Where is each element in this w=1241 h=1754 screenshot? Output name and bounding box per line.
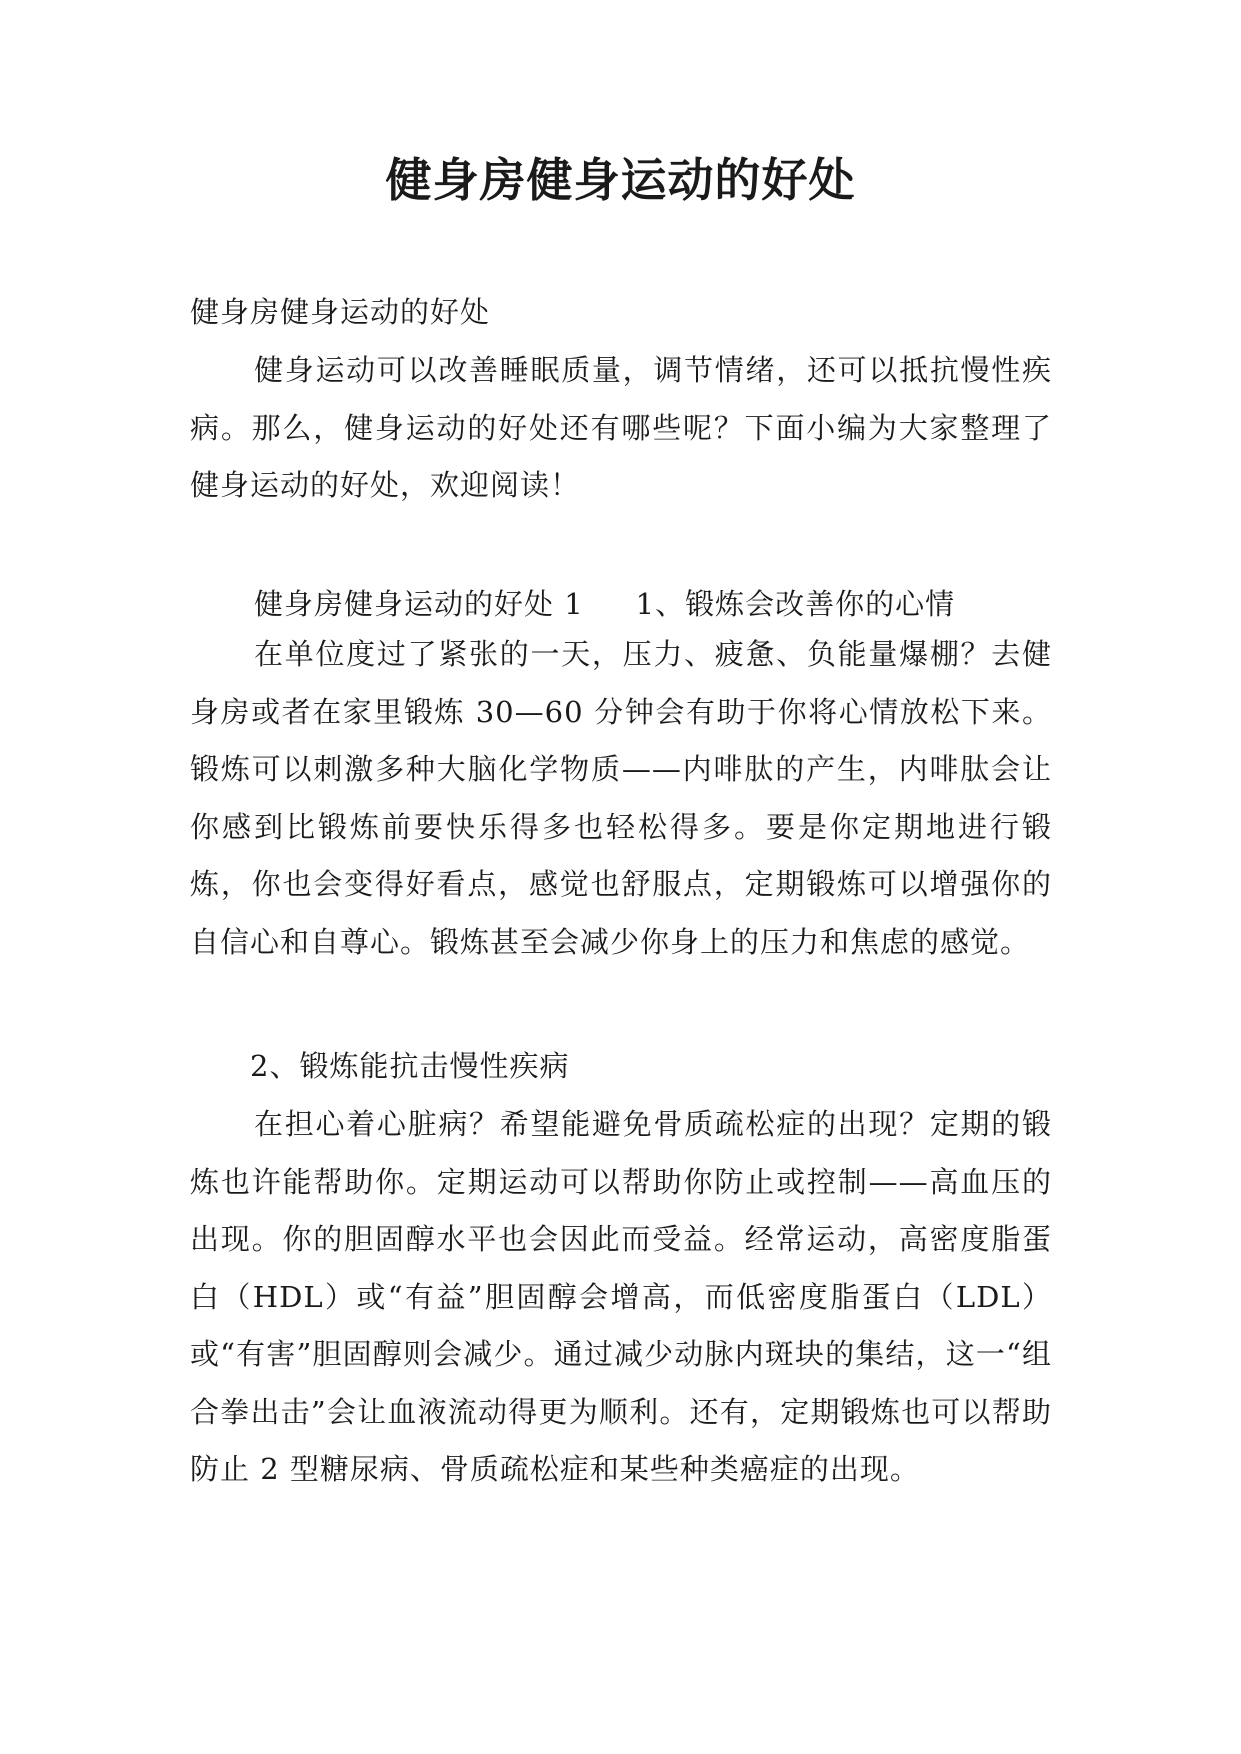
point2-block: [190, 1096, 1052, 1499]
point2-paragraph: 在担心着心脏病？希望能避免骨质疏松症的出现？定期的锻炼也许能帮助你。定期运动可以帮助你防止或控制——高血压的出现。你的胆固醇水平也会因此而受益。经常运动，高密度脂蛋白（HDL）或“有益”胆固醇会增高，而低密度脂蛋白（LDL）或“有害”胆固醇则会减少。通过减少动脉内斑块的集结，这一“组合拳出击”会让血液流动得更为顺利。还有，定期锻炼也可以帮助防止 2 型糖尿病、骨质疏松症和某些种类癌症的出现。: [190, 1107, 1052, 1486]
point2-heading: 2、锻炼能抗击慢性疾病: [250, 1049, 570, 1083]
point1-block: [190, 626, 1052, 971]
point1-heading: 1、锻炼会改善你的心情: [635, 587, 956, 621]
intro-paragraph: 健身运动可以改善睡眠质量，调节情绪，还可以抵抗慢性疾病。那么，健身运动的好处还有哪些呢？下面小编为大家整理了健身运动的好处，欢迎阅读！: [190, 353, 1052, 502]
section-heading-row: [254, 584, 955, 624]
point1-paragraph: 在单位度过了紧张的一天，压力、疲惫、负能量爆棚？去健身房或者在家里锻炼 30—60 分钟会有助于你将心情放松下来。锻炼可以刺激多种大脑化学物质——内啡肽的产生，内啡肽会让你感到比锻炼前要快乐得多也轻松得多。要是你定期地进行锻炼，你也会变得好看点，感觉也舒服点，定期锻炼可以增强你的自信心和自尊心。锻炼甚至会减少你身上的压力和焦虑的感觉。: [190, 637, 1052, 959]
document-subtitle: 健身房健身运动的好处: [190, 295, 491, 329]
intro-block: [190, 342, 1052, 515]
section-label: 健身房健身运动的好处 1: [254, 587, 584, 621]
document-title: 健身房健身运动的好处: [385, 153, 856, 207]
